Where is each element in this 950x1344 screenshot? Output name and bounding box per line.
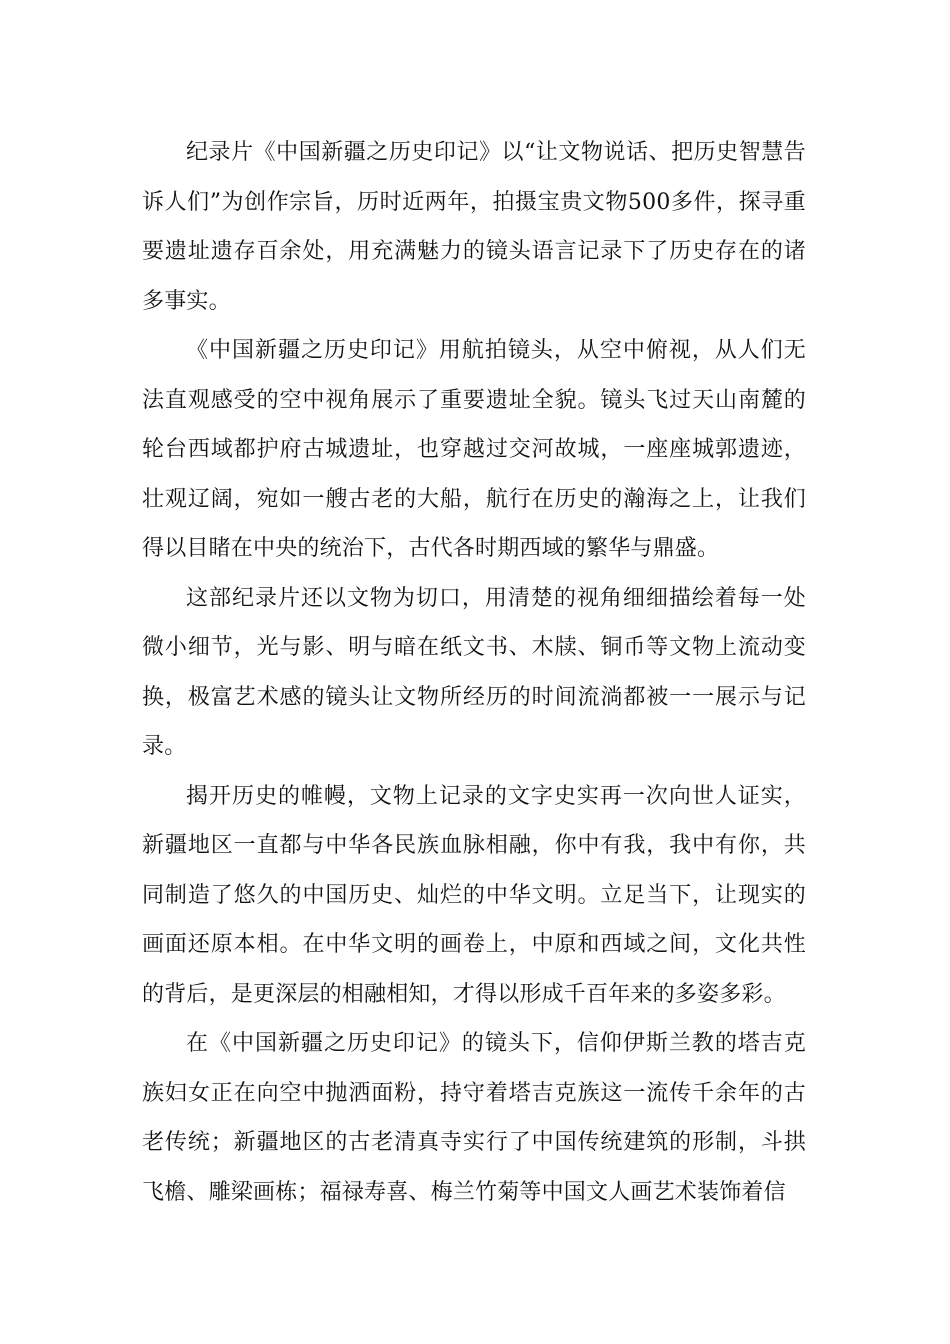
paragraph-2: 《中国新疆之历史印记》用航拍镜头，从空中俯视，从人们无法直观感受的空中视角展示了重要遗址全貌。镜头飞过天山南麓的轮台西域都护府古城遗址，也穿越过交河故城，一座座城郭遗迹，壮观辽阔，宛如一艘古老的大船，航行在历史的瀚海之上，让我们得以目睹在中央的统治下，古代各时期西域的繁华与鼎盛。 [142, 338, 806, 561]
paragraph-4: 揭开历史的帷幔，文物上记录的文字史实再一次向世人证实，新疆地区一直都与中华各民族血脉相融，你中有我，我中有你，共同制造了悠久的中国历史、灿烂的中华文明。立足当下，让现实的画面还原本相。在中华文明的画卷上，中原和西域之间，文化共性的背后，是更深层的相融相知，才得以形成千百年来的多姿多彩。 [142, 783, 806, 1007]
paragraph-3: 这部纪录片还以文物为切口，用清楚的视角细细描绘着每一处微小细节，光与影、明与暗在纸文书、木牍、铜币等文物上流动变换，极富艺术感的镜头让文物所经历的时间流淌都被一一展示与记录。 [142, 585, 806, 759]
paragraph-5: 在《中国新疆之历史印记》的镜头下，信仰伊斯兰教的塔吉克族妇女正在向空中抛洒面粉，持守着塔吉克族这一流传千余年的古老传统；新疆地区的古老清真寺实行了中国传统建筑的形制，斗拱飞檐、雕梁画栋；福禄寿喜、梅兰竹菊等中国文人画艺术装饰着信 [142, 1031, 806, 1205]
paragraph-1: 纪录片《中国新疆之历史印记》以“让文物说话、把历史智慧告诉人们”为创作宗旨，历时近两年，拍摄宝贵文物500多件，探寻重要遗址遗存百余处，用充满魅力的镜头语言记录下了历史存在的诸多事实。 [142, 140, 806, 314]
document-body [142, 128, 806, 1217]
